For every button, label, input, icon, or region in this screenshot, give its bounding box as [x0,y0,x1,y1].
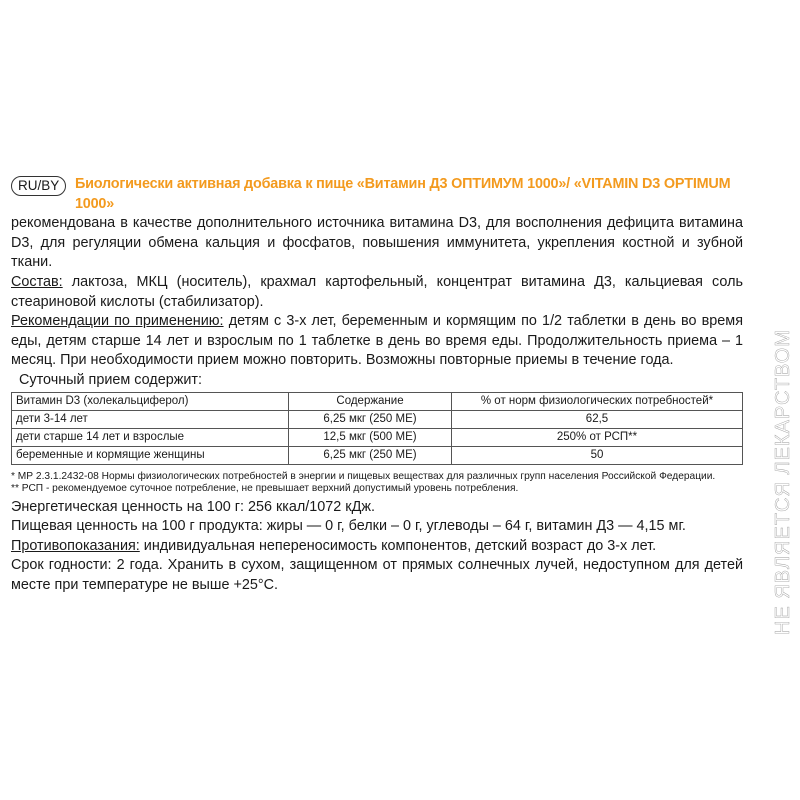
table-header-row [12,392,743,410]
contraindications-label: Противопоказания: [11,537,140,554]
table-row [12,446,743,464]
usage-text: детям с 3-х лет, беременным и кормящим по 1/2 таблетки в день во время еды, детям старше 14 лет и взрослым по 1 таблетке в день во время еды. Продолжительность приема – 1 месяц. При необходимости прием можно повторить. Возможны повторные приемы в течение года. [11,313,743,369]
table-cell: дети старше 14 лет и взрослые [12,428,289,446]
table-cell: 6,25 мкг (250 МЕ) [289,410,452,428]
table-cell: беременные и кормящие женщины [12,446,289,464]
composition-label: Состав: [11,273,63,290]
region-badge: RU/BY [11,176,66,196]
table-cell: 50 [452,446,743,464]
footnote: * МР 2.3.1.2432-08 Нормы физиологических потребностей в энергии и пищевых веществах для различных групп населения Российской Федерации. [11,470,716,482]
daily-intake-title: Суточный прием содержит: [19,371,202,388]
energy-value: Энергетическая ценность на 100 г: 256 ккал/1072 кДж. [11,498,375,515]
contraindications-text: индивидуальная непереносимость компонентов, детский возраст до 3-х лет. [143,537,657,554]
usage [11,312,743,371]
nutrition-value: Пищевая ценность на 100 г продукта: жиры — 0 г, белки – 0 г, углеводы – 64 г, витамин Д3 — 4,15 мг. [11,518,686,535]
table-cell: 12,5 мкг (500 МЕ) [289,428,452,446]
purpose-text: рекомендована в качестве дополнительного источника витамина D3, для восполнения дефицита витамина D3, для регуляции обмена кальция и фосфатов, повышения иммунитета, укрепления костной и зубной ткани. [11,215,743,271]
table-header-cell: % от норм физиологических потребностей* [452,392,743,410]
intake-table [11,392,743,465]
composition-text: лактоза, МКЦ (носитель), крахмал картофельный, концентрат витамина Д3, кальциевая соль стеариновой кислоты (стабилизатор). [11,273,743,310]
table-header-cell: Витамин D3 (холекальциферол) [12,392,289,410]
composition [11,273,743,312]
table-header-cell: Содержание [289,392,452,410]
label-content [11,175,743,596]
product-headline: Биологически активная добавка к пище «Витамин Д3 ОПТИМУМ 1000»/ «VITAMIN D3 OPTIMUM 1000» [75,176,731,212]
not-a-medicine-text: НЕ ЯВЛЯЕТСЯ ЛЕКАРСТВОМ [772,329,794,635]
table-cell: дети 3-14 лет [12,410,289,428]
usage-label: Рекомендации по применению: [11,313,224,330]
shelf-life: Срок годности: 2 года. Хранить в сухом, защищенном от прямых солнечных лучей, недоступном для детей месте при температуре не выше +25°С. [11,557,743,593]
contraindications [11,537,743,557]
table-cell: 6,25 мкг (250 МЕ) [289,446,452,464]
table-cell: 250% от РСП** [452,428,743,446]
table-row [12,428,743,446]
table-cell: 62,5 [452,410,743,428]
table-row [12,410,743,428]
footnote: ** РСП - рекомендуемое суточное потребление, не превышает верхний допустимый уровень потребления. [11,482,519,494]
footnotes [11,471,743,495]
